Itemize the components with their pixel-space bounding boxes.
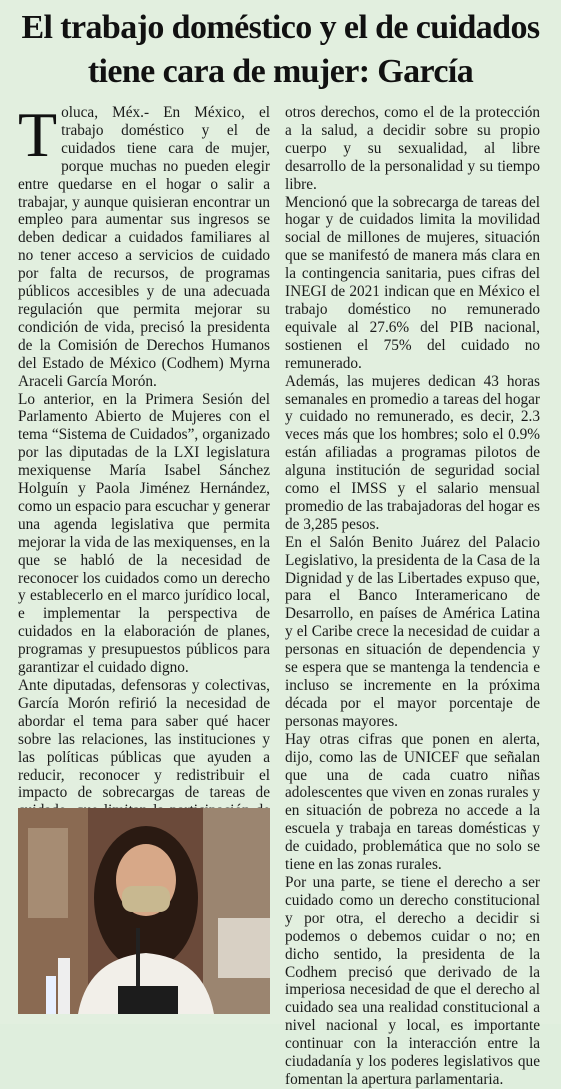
drop-cap: T: [18, 99, 58, 170]
article-paragraph: otros derechos, como el de la protección a la salud, a decidir sobre su propio cuerpo y su sexualidad, al libre desarrollo de la personalidad y su tiempo libre.: [285, 104, 540, 193]
article-column-left: [18, 99, 270, 892]
article-paragraph: En el Salón Benito Juárez del Palacio Legislativo, la presidenta de la Casa de la Dignidad y de las Libertades expuso que, para el Banco Interamericano de Desarrollo, en países de América Latina y el Caribe crece la necesidad de cuidar a personas en situación de dependencia y se espera que se mantenga la tendencia e incluso se incremente en la próxima década por el mayor porcentaje de personas mayores.: [285, 533, 540, 730]
article-paragraph: Además, las mujeres dedican 43 horas semanales en promedio a tareas del hogar y cuidado no remunerado, es decir, 2.3 veces más que los hombres; solo el 0.9% están afiliadas a programas pilotos de alguna institución de seguridad social como el IMSS y el salario mensual promedio de las trabajadoras del hogar es de 3,285 pesos.: [285, 372, 540, 533]
headline: El trabajo doméstico y el de cuidados tiene cara de mujer: García: [21, 9, 540, 90]
article-paragraph: Lo anterior, en la Primera Sesión del Parlamento Abierto de Mujeres con el tema “Sistema de Cuidados”, organizado por las diputadas de la LXI legislatura mexiquense María Isabel Sánchez Holguín y Paola Jiménez Hernández, como un espacio para escuchar y generar una agenda legislativa que permita mejorar la vida de las mexiquenses, en la que se habló de la necesidad de reconocer los cuidados como un derecho y establecerlo en el marco jurídico local, e implementar la perspectiva de cuidados en la elaboración de planes, programas y presupuestos públicos para garantizar el cuidado digno.: [18, 390, 270, 677]
article-column-right: [285, 104, 540, 1089]
article-photo: [18, 808, 270, 1014]
photo-illustration: [18, 808, 270, 1014]
article-paragraph: [18, 99, 270, 391]
paragraph-text: oluca, Méx.- En México, el trabajo doméstico y el de cuidados tiene cara de mujer, porque muchas no pueden elegir entre quedarse en el hogar o salir a trabajar, y aunque quisieran encontrar un empleo para aumentar sus ingresos se deben dedicar a cuidados familiares al no tener acceso a servicios de cuidado por falta de recursos, de programas públicos accesibles y de una adecuada regulación que permita mejorar su condición de vida, precisó la presidenta de la Comisión de Derechos Humanos del Estado de México (Codhem) Myrna Araceli García Morón.: [18, 104, 270, 390]
article-paragraph: Mencionó que la sobrecarga de tareas del hogar y de cuidados limita la movilidad social de millones de mujeres, situación que se manifestó de manera más clara en la contingencia sanitaria, pues cifras del INEGI de 2021 indican que en México el trabajo doméstico no remunerado equivale al 27.6% del PIB nacional, sostienen el 75% del cuidado no remunerado.: [285, 193, 540, 372]
article-paragraph: Por una parte, se tiene el derecho a ser cuidado como un derecho constitucional y por otra, el derecho a decidir si podemos o debemos cuidar o no; en dicho sentido, la presidenta de la Codhem precisó que derivado de la imperiosa necesidad de que el derecho al cuidado sea una realidad constitucional a nivel nacional y local, es importante continuar con la interacción entre la ciudadanía y los poderes legislativos que fomentan la apertura parlamentaria.: [285, 873, 540, 1088]
article-paragraph: Ante diputadas, defensoras y colectivas, García Morón refirió la necesidad de abordar el tema para saber qué hacer sobre las relaciones, las instituciones y las políticas públicas que ayuden a reducir, reconocer y redistribuir el impacto de sobrecargas de tareas de: [18, 677, 270, 802]
article-paragraph: Hay otras cifras que ponen en alerta, dijo, como las de UNICEF que señalan que una de cada cuatro niñas adolescentes que viven en zonas rurales y en situación de pobreza no accede a la escuela y trabaja en tareas domésticas y de cuidado, problemática que no solo se tiene en las zonas rurales.: [285, 730, 540, 874]
